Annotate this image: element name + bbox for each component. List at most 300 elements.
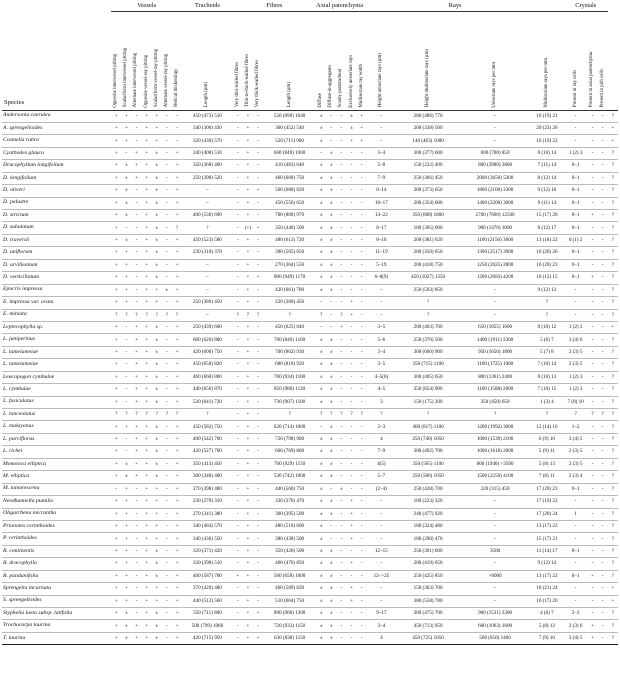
data-cell: + <box>243 570 253 582</box>
data-cell: + <box>346 595 356 607</box>
data-cell: + <box>142 595 152 607</box>
data-cell: + <box>131 632 141 644</box>
data-cell: - <box>587 421 597 433</box>
group-fibres: Fibres <box>233 2 316 12</box>
data-cell: - <box>357 446 367 458</box>
data-cell: ? <box>608 632 618 644</box>
column-header-altvr <box>162 12 172 111</box>
data-cell: - <box>131 135 141 147</box>
data-cell: - <box>162 346 172 358</box>
data-cell: 7–9 <box>367 446 396 458</box>
data-cell: ? <box>564 409 588 421</box>
data-cell: - <box>233 147 243 159</box>
data-cell: - <box>233 508 243 520</box>
data-cell: 530 (742) 1000 <box>263 471 316 483</box>
data-cell: 5–19 <box>367 259 396 271</box>
data-cell: - <box>460 496 530 508</box>
data-cell: ? <box>326 409 336 421</box>
data-cell: 330 (376) 470 <box>263 496 316 508</box>
table-row <box>2 508 618 520</box>
data-cell: 410 (483) 640 <box>263 160 316 172</box>
group-axial-parenchyma: Axial parenchyma <box>316 2 346 12</box>
table-row <box>2 259 618 271</box>
data-cell: - <box>587 111 597 123</box>
data-cell: ± <box>316 222 326 234</box>
data-cell: 13 (17) 22 <box>530 520 564 532</box>
data-cell: 3–4 <box>367 147 396 159</box>
group-vessels: Vessels <box>111 2 182 12</box>
data-cell: - <box>162 583 172 595</box>
species-cell: P. cerinthoides <box>2 533 111 545</box>
data-cell: ± <box>326 234 336 246</box>
data-cell: - <box>598 608 608 620</box>
data-cell: ? <box>316 309 326 321</box>
data-cell: + <box>142 210 152 222</box>
data-cell: + <box>111 185 121 197</box>
data-cell: 3–5 <box>367 359 396 371</box>
data-cell: ± <box>121 471 131 483</box>
data-cell: 16 (17) 20 <box>530 595 564 607</box>
data-cell: 700 (846) 1160 <box>263 334 316 346</box>
data-cell: ? <box>608 533 618 545</box>
data-cell: 620 (714) 1000 <box>263 421 316 433</box>
data-cell: - <box>346 570 356 582</box>
data-cell: ± <box>326 222 336 234</box>
data-cell: 1200 (2683) 4200 <box>460 272 530 284</box>
data-cell: - <box>121 222 131 234</box>
data-cell: + <box>111 620 121 632</box>
data-cell: ? <box>608 433 618 445</box>
data-cell: ± <box>316 371 326 383</box>
data-cell: + <box>131 396 141 408</box>
data-cell: ? <box>608 197 618 209</box>
data-cell: - <box>253 160 263 172</box>
data-cell: ? <box>608 458 618 470</box>
data-cell: - <box>587 608 597 620</box>
data-cell: - <box>564 284 588 296</box>
table-row <box>2 632 618 644</box>
data-cell: + <box>131 446 141 458</box>
data-cell: - <box>336 396 346 408</box>
data-cell: + <box>111 421 121 433</box>
data-cell: - <box>131 234 141 246</box>
species-cell: Monotoca elliptica <box>2 458 111 470</box>
data-cell: + <box>111 433 121 445</box>
data-cell: + <box>172 185 182 197</box>
data-cell: + <box>142 111 152 123</box>
data-cell: + <box>233 570 243 582</box>
column-header-label: Thin-to-thick-walled fibres <box>244 54 250 108</box>
column-header-label: Uniseriate rays per mm <box>492 61 498 108</box>
data-cell: - <box>598 210 608 222</box>
species-cell: L. lanceolatus <box>2 409 111 421</box>
data-cell: 300 (405) 650 <box>396 371 460 383</box>
species-cell: R. pandanifolia <box>2 570 111 582</box>
data-cell: 480 (516) 600 <box>263 520 316 532</box>
data-cell: - <box>357 632 367 644</box>
data-cell: - <box>326 520 336 532</box>
data-cell: + <box>243 172 253 184</box>
data-cell: - <box>336 520 346 532</box>
table-row <box>2 396 618 408</box>
data-cell: - <box>253 247 263 259</box>
data-cell: 1 (2) 3 <box>564 321 588 333</box>
data-cell: ± <box>316 471 326 483</box>
data-cell: - <box>326 135 336 147</box>
data-cell: - <box>336 111 346 123</box>
data-cell: - <box>131 545 141 557</box>
data-cell: – <box>182 185 233 197</box>
table-row <box>2 545 618 557</box>
data-cell: + <box>142 446 152 458</box>
data-cell: + <box>142 185 152 197</box>
data-cell: ± <box>316 595 326 607</box>
data-cell: 230 (310) 370 <box>182 247 233 259</box>
data-cell: ? <box>152 309 162 321</box>
data-cell: ± <box>326 210 336 222</box>
data-cell: 1100 (1725) 1900 <box>460 359 530 371</box>
data-cell: + <box>172 396 182 408</box>
data-cell: + <box>111 545 121 557</box>
data-cell: ± <box>326 197 336 209</box>
data-cell: + <box>172 334 182 346</box>
data-cell: + <box>172 160 182 172</box>
data-cell: - <box>346 608 356 620</box>
data-cell: - <box>357 259 367 271</box>
data-cell: ± <box>316 234 326 246</box>
data-cell: + <box>608 321 618 333</box>
data-cell: 140 (463) 1000 <box>396 135 460 147</box>
data-cell: + <box>152 297 162 309</box>
data-cell: - <box>357 160 367 172</box>
data-cell: - <box>253 359 263 371</box>
data-cell: 850 (980) 1120 <box>263 384 316 396</box>
data-cell: - <box>598 284 608 296</box>
data-cell: - <box>598 458 608 470</box>
data-cell: 3 (4) 6 <box>564 334 588 346</box>
data-cell: + <box>131 458 141 470</box>
data-cell: ? <box>111 309 121 321</box>
data-cell: - <box>253 409 263 421</box>
data-cell: + <box>152 284 162 296</box>
data-cell: 4(5) <box>367 458 396 470</box>
data-cell: - <box>346 446 356 458</box>
data-cell: - <box>357 172 367 184</box>
data-cell: - <box>336 297 346 309</box>
data-cell: ? <box>172 309 182 321</box>
data-cell: - <box>357 583 367 595</box>
data-cell: - <box>357 471 367 483</box>
data-cell: + <box>172 371 182 383</box>
data-cell: 16 (19) 21 <box>530 111 564 123</box>
species-cell: Cosmelia rubra <box>2 135 111 147</box>
data-cell: - <box>233 222 243 234</box>
data-cell: - <box>336 595 346 607</box>
data-cell: + <box>172 446 182 458</box>
table-row <box>2 135 618 147</box>
data-cell: - <box>233 371 243 383</box>
data-cell: ? <box>111 409 121 421</box>
data-cell: - <box>346 433 356 445</box>
data-cell: - <box>460 122 530 134</box>
data-cell: 900 (1531) 3300 <box>460 608 530 620</box>
data-cell: 460 (660) 800 <box>182 371 233 383</box>
data-cell: + <box>243 471 253 483</box>
data-cell: - <box>367 122 396 134</box>
column-header-label: Alternate intervessel pitting <box>133 52 139 108</box>
data-cell: – <box>182 259 233 271</box>
data-cell: + <box>142 558 152 570</box>
data-cell: - <box>336 234 346 246</box>
data-cell: 450 (625) 840 <box>263 321 316 333</box>
data-cell: - <box>598 384 608 396</box>
data-cell: + <box>111 247 121 259</box>
data-cell: - <box>587 496 597 508</box>
data-cell: ± <box>152 433 162 445</box>
data-cell: - <box>587 172 597 184</box>
data-cell: 0–1 <box>564 197 588 209</box>
column-header-unimm <box>460 12 530 111</box>
data-cell: ? <box>608 259 618 271</box>
data-cell: 200 (419) 650 <box>396 558 460 570</box>
data-cell: - <box>598 471 608 483</box>
data-cell: - <box>598 135 608 147</box>
data-cell: + <box>243 321 253 333</box>
data-cell: - <box>316 297 326 309</box>
species-cell: D. traversii <box>2 234 111 246</box>
data-cell: - <box>253 210 263 222</box>
data-cell: 17 (20) 24 <box>530 508 564 520</box>
data-cell: + <box>142 508 152 520</box>
group-tracheids: Tracheids <box>182 2 233 12</box>
column-header-label: Multiseriate rays per mm <box>543 57 549 108</box>
data-cell: 700 (929) 1150 <box>263 458 316 470</box>
data-cell: + <box>111 147 121 159</box>
data-cell: 2–3 <box>367 421 396 433</box>
data-cell: - <box>162 111 172 123</box>
data-cell: + <box>121 583 131 595</box>
data-cell: - <box>357 608 367 620</box>
data-cell: 4 (6) 7 <box>530 608 564 620</box>
data-cell: 180 (290) 470 <box>396 533 460 545</box>
column-header-huni <box>367 12 396 111</box>
data-cell: 420 (527) 700 <box>182 446 233 458</box>
data-cell: 350 (426) 500 <box>263 545 316 557</box>
table-row <box>2 272 618 284</box>
data-cell: - <box>336 433 346 445</box>
data-cell: ± <box>152 197 162 209</box>
data-cell: + <box>608 135 618 147</box>
data-cell: + <box>111 446 121 458</box>
data-cell: 1 (2) 3 <box>564 384 588 396</box>
data-cell: - <box>326 111 336 123</box>
table-row <box>2 608 618 620</box>
data-cell: + <box>142 346 152 358</box>
species-cell: Trochocarpa laurina <box>2 620 111 632</box>
data-cell: - <box>253 111 263 123</box>
data-cell: ± <box>326 172 336 184</box>
data-cell: - <box>253 433 263 445</box>
data-cell: + <box>142 297 152 309</box>
data-cell: - <box>367 520 396 532</box>
data-cell: 16 (19) 22 <box>530 135 564 147</box>
data-cell: - <box>162 222 172 234</box>
data-cell: + <box>243 185 253 197</box>
data-cell: ? <box>608 409 618 421</box>
data-cell: - <box>162 359 172 371</box>
data-cell: - <box>233 122 243 134</box>
data-cell: 11–19 <box>367 247 396 259</box>
data-cell: + <box>243 284 253 296</box>
data-cell: 1500 (2250) 4100 <box>460 471 530 483</box>
data-cell: - <box>587 458 597 470</box>
data-cell: 1300 (2517) 3900 <box>460 247 530 259</box>
table-row <box>2 570 618 582</box>
data-cell: + <box>243 483 253 495</box>
data-cell: - <box>233 197 243 209</box>
data-cell: - <box>233 297 243 309</box>
data-cell: 350 (368) 400 <box>182 160 233 172</box>
data-cell: 270 (341) 380 <box>182 508 233 520</box>
data-cell: 1 <box>564 508 588 520</box>
data-cell: 9–17 <box>367 608 396 620</box>
data-cell: ± <box>152 371 162 383</box>
data-cell: - <box>233 608 243 620</box>
data-cell: - <box>162 334 172 346</box>
column-header-label: Height multiseriate rays (µm) <box>425 49 431 108</box>
data-cell: - <box>587 471 597 483</box>
data-cell: 20 (23) 26 <box>530 122 564 134</box>
data-cell: - <box>587 147 597 159</box>
data-cell: + <box>243 359 253 371</box>
data-cell: 500 (658) 1000 <box>263 570 316 582</box>
data-cell: + <box>131 321 141 333</box>
data-cell: ? <box>608 620 618 632</box>
data-cell: + <box>172 210 182 222</box>
data-cell: 660 (840) 1000 <box>263 147 316 159</box>
data-cell: 1 (2) 3 <box>564 147 588 159</box>
data-cell: ? <box>608 608 618 620</box>
data-cell: + <box>357 135 367 147</box>
data-cell: 15 (17) 21 <box>530 533 564 545</box>
data-cell: + <box>131 346 141 358</box>
data-cell: - <box>162 321 172 333</box>
species-cell: D. palustre <box>2 197 111 209</box>
data-cell: 800 (1361) 2400 <box>460 371 530 383</box>
data-cell: + <box>152 520 162 532</box>
data-cell: - <box>253 520 263 532</box>
data-cell: - <box>367 309 396 321</box>
data-cell: - <box>162 620 172 632</box>
data-cell: ? <box>608 520 618 532</box>
data-cell: - <box>336 259 346 271</box>
species-cell: L. parviflorus <box>2 433 111 445</box>
species-cell: L. juniperinus <box>2 334 111 346</box>
data-cell: 150 (232) 400 <box>396 160 460 172</box>
data-cell: ± <box>326 359 336 371</box>
data-cell: - <box>253 147 263 159</box>
data-cell: + <box>111 172 121 184</box>
data-cell: 3 (4) 5 <box>564 433 588 445</box>
data-cell: - <box>121 433 131 445</box>
data-cell: + <box>172 620 182 632</box>
data-cell: - <box>346 234 356 246</box>
data-cell: ? <box>182 409 233 421</box>
data-cell: - <box>598 496 608 508</box>
data-cell: ± <box>152 384 162 396</box>
data-cell: 350 (440) 500 <box>263 222 316 234</box>
species-cell: R. continentis <box>2 545 111 557</box>
data-cell: + <box>121 122 131 134</box>
data-cell: ? <box>121 409 131 421</box>
data-cell: ± <box>326 396 336 408</box>
data-cell: 400 (587) 700 <box>182 570 233 582</box>
data-cell: ± <box>316 197 326 209</box>
data-cell: - <box>367 297 396 309</box>
data-cell: - <box>587 259 597 271</box>
species-cell: A. sprengelioides <box>2 122 111 134</box>
data-cell: + <box>243 620 253 632</box>
column-header-label: Present in ray cells <box>572 70 578 108</box>
data-cell: - <box>233 471 243 483</box>
data-cell: + <box>142 620 152 632</box>
data-cell: + <box>243 409 253 421</box>
data-cell: + <box>121 421 131 433</box>
data-cell: - <box>598 297 608 309</box>
data-cell: + <box>172 421 182 433</box>
data-cell: - <box>336 147 346 159</box>
data-cell: - <box>162 570 172 582</box>
table-row <box>2 247 618 259</box>
data-cell: - <box>587 334 597 346</box>
data-cell: 240 (477) 920 <box>396 508 460 520</box>
data-cell: 360 (452) 540 <box>263 122 316 134</box>
table-row <box>2 533 618 545</box>
data-cell: 3500 <box>460 545 530 557</box>
data-cell: ± <box>326 147 336 159</box>
data-cell: - <box>598 160 608 172</box>
data-cell: 560 (688) 820 <box>263 185 316 197</box>
data-cell: + <box>243 545 253 557</box>
data-cell: - <box>336 583 346 595</box>
data-cell: ? <box>162 409 172 421</box>
data-cell: + <box>587 632 597 644</box>
data-cell: ? <box>316 409 326 421</box>
data-cell: + <box>253 632 263 644</box>
data-cell: 350 (450) 650 <box>460 396 530 408</box>
data-cell: + <box>587 272 597 284</box>
data-cell: + <box>111 259 121 271</box>
data-cell: + <box>111 608 121 620</box>
data-cell: ± <box>152 458 162 470</box>
data-cell: + <box>142 520 152 532</box>
data-cell: ± <box>152 570 162 582</box>
data-cell: – <box>182 197 233 209</box>
species-cell: E. miniata <box>2 309 111 321</box>
data-cell: 700 (802) 930 <box>263 346 316 358</box>
data-cell: - <box>162 421 172 433</box>
data-cell: 500 (850) 1400 <box>460 632 530 644</box>
data-cell: ? <box>263 409 316 421</box>
column-header-label: Scalariform intervessel pitting <box>123 48 129 108</box>
data-cell: - <box>357 210 367 222</box>
data-cell: + <box>253 222 263 234</box>
data-cell: - <box>367 595 396 607</box>
data-cell: 11 (14) 17 <box>530 545 564 557</box>
data-cell: ? <box>131 309 141 321</box>
data-cell: ± <box>316 520 326 532</box>
data-cell: + <box>111 234 121 246</box>
